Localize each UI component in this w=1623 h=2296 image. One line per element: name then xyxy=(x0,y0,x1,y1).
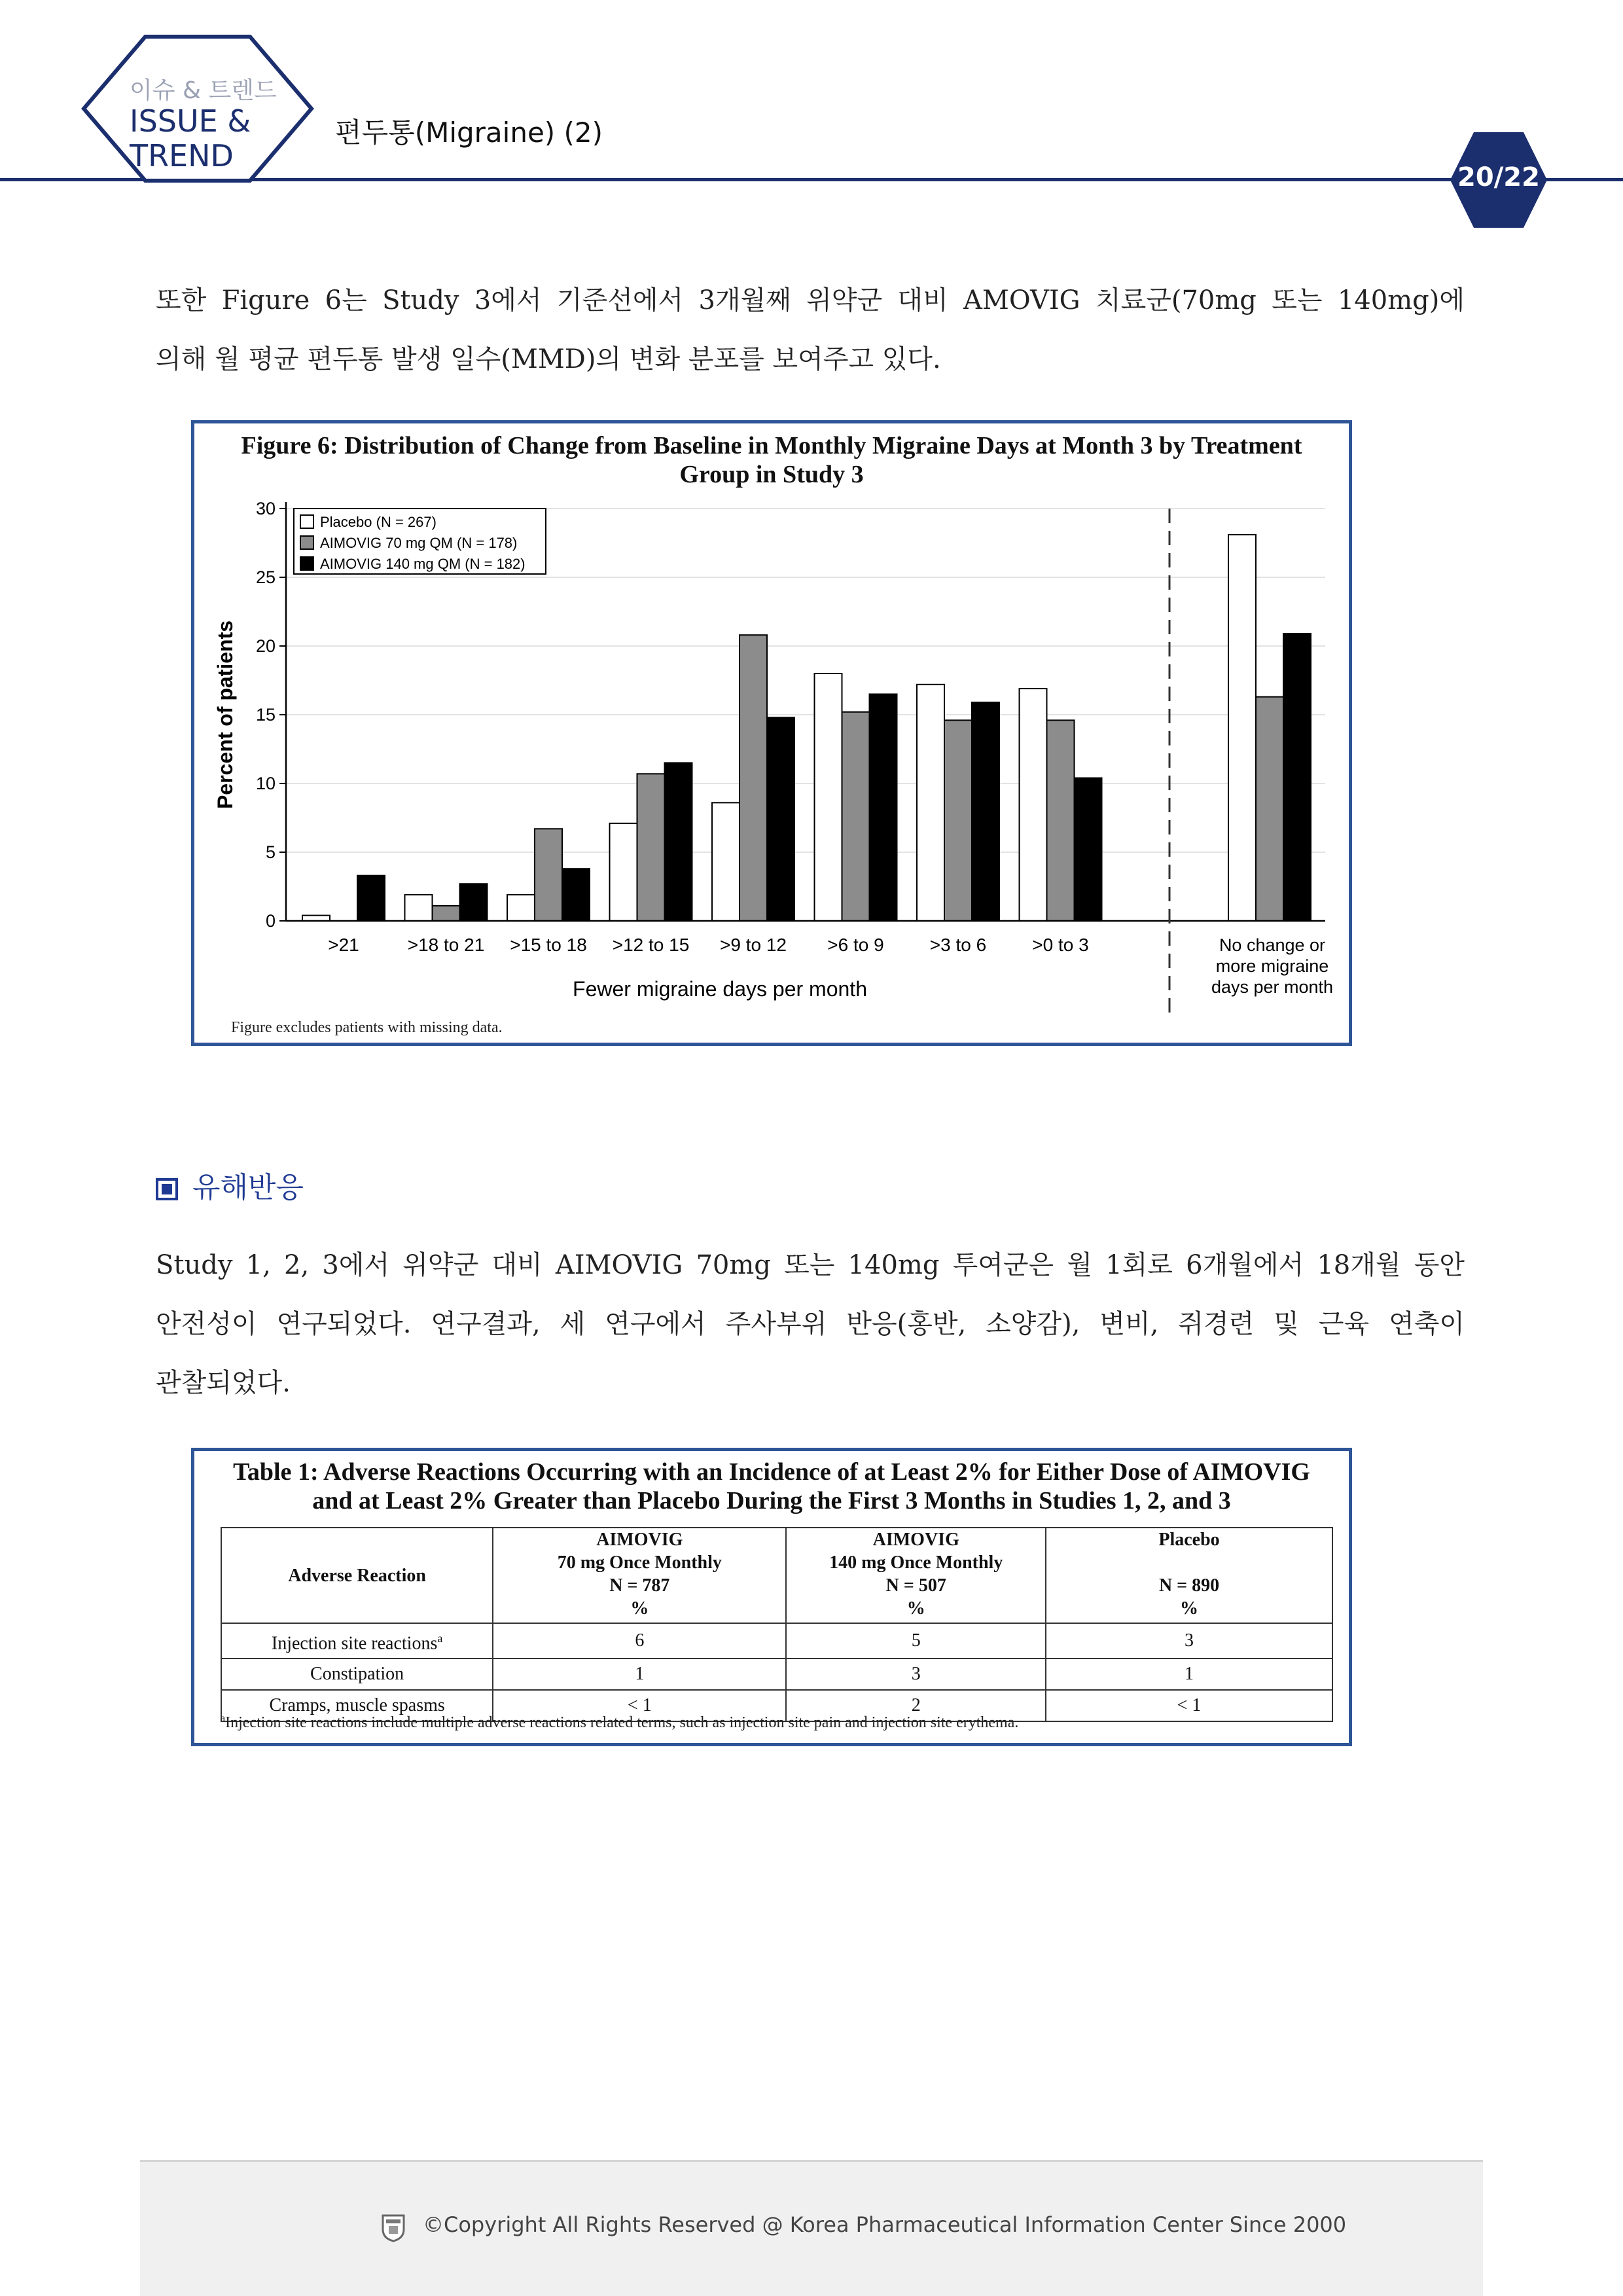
cell: < 1 xyxy=(1046,1690,1332,1721)
bar xyxy=(1020,689,1047,921)
y-axis-title: Percent of patients xyxy=(213,620,237,810)
x-tick-label-part: days per month xyxy=(1211,977,1334,997)
header-text: N = 890 xyxy=(1158,1575,1220,1596)
y-tick-label: 20 xyxy=(255,636,276,656)
bar xyxy=(1228,535,1256,921)
table-row xyxy=(221,1623,1332,1659)
footer-rule xyxy=(140,2160,1483,2162)
cell: 5 xyxy=(786,1623,1046,1659)
cell: 1 xyxy=(493,1659,786,1690)
legend-swatch xyxy=(300,536,313,549)
y-tick-label: 10 xyxy=(255,774,276,793)
header-text: % xyxy=(906,1598,925,1619)
adverse-paragraph xyxy=(156,1236,1465,1412)
bar xyxy=(1047,720,1075,921)
figure-6-panel xyxy=(191,420,1352,1046)
cell: 2 xyxy=(786,1690,1046,1721)
intro-paragraph xyxy=(156,271,1465,389)
header-text: N = 507 xyxy=(885,1575,946,1596)
figure-title-line: Figure 6: Distribution of Change from Baseline in Monthly Migraine Days at Month 3 by Treatment xyxy=(241,432,1302,459)
bar xyxy=(433,906,460,921)
square-bullet-icon xyxy=(156,1178,178,1200)
bar xyxy=(637,774,665,921)
cell: 6 xyxy=(493,1623,786,1659)
bar xyxy=(712,802,740,921)
header-text: 140 mg Once Monthly xyxy=(829,1552,1003,1573)
bar xyxy=(740,635,767,921)
section-heading xyxy=(156,1164,304,1206)
figure-note: Figure excludes patients with missing data. xyxy=(231,1019,503,1036)
bar xyxy=(562,869,590,921)
x-tick-label: >6 to 9 xyxy=(827,935,884,955)
header-text: Adverse Reaction xyxy=(288,1565,426,1586)
x-tick-label: >0 to 3 xyxy=(1032,935,1089,955)
figure-title-line: Group in Study 3 xyxy=(679,461,864,488)
bar xyxy=(535,829,562,921)
header-text: 70 mg Once Monthly xyxy=(557,1552,722,1573)
copyright-text: ©Copyright All Rights Reserved @ Korea Pharmaceutical Information Center Since 2000 xyxy=(423,2212,1347,2237)
bar xyxy=(767,717,794,921)
legend-label: AIMOVIG 70 mg QM (N = 178) xyxy=(320,535,518,551)
x-tick-label-part: No change or xyxy=(1219,935,1326,955)
table-row xyxy=(221,1659,1332,1690)
bar xyxy=(610,823,637,921)
body-line: Study 1, 2, 3에서 위약군 대비 AIMOVIG 70mg 또는 140mg 투여군은 월 1회로 6개월에서 18개월 동안 xyxy=(156,1250,1465,1280)
table-footnote: $^a$Injection site reactions include multiple adverse reactions related terms, such as injection site pain and injection site erythema. xyxy=(221,1713,1019,1731)
col-header xyxy=(1046,1528,1332,1623)
bar xyxy=(1075,778,1102,921)
y-tick-label: 5 xyxy=(265,842,276,862)
col-header xyxy=(493,1528,786,1623)
body-line: 관찰되었다. xyxy=(156,1368,291,1398)
kpic-emblem-icon xyxy=(381,2214,406,2242)
table-title xyxy=(194,1458,1349,1515)
adverse-reactions-table xyxy=(221,1527,1333,1722)
bar xyxy=(972,702,999,921)
header-text: % xyxy=(630,1598,649,1619)
cell: 3 xyxy=(786,1659,1046,1690)
bar xyxy=(302,916,330,921)
cell: Cramps, muscle spasms xyxy=(221,1690,493,1721)
x-tick-label: >21 xyxy=(328,935,359,955)
y-tick-label: 0 xyxy=(265,911,276,931)
bar xyxy=(870,694,897,922)
bar xyxy=(842,712,870,921)
x-axis-title: Fewer migraine days per month xyxy=(573,977,867,1001)
x-tick-label: >12 to 15 xyxy=(612,935,690,955)
header-text: N = 787 xyxy=(609,1575,670,1596)
cell: 3 xyxy=(1046,1623,1332,1659)
legend-swatch xyxy=(300,557,313,570)
table-title-line: and at Least 2% Greater than Placebo During the First 3 Months in Studies 1, 2, and 3 xyxy=(312,1487,1231,1515)
bars xyxy=(302,535,1311,921)
table-title-line: Table 1: Adverse Reactions Occurring with an Incidence of at Least 2% for Either Dose of AIMOVIG xyxy=(233,1458,1310,1486)
section-title: 유해반응 xyxy=(192,1171,304,1204)
bar xyxy=(1283,634,1311,921)
x-tick-label: >9 to 12 xyxy=(720,935,787,955)
intro-line: 또한 Figure 6는 Study 3에서 기준선에서 3개월째 위약군 대비 AMOVIG 치료군(70mg 또는 140mg)에 xyxy=(156,285,1465,315)
x-tick-label: >3 to 6 xyxy=(929,935,987,955)
page-number: 20/22 xyxy=(1457,162,1540,192)
legend-label: Placebo (N = 267) xyxy=(320,514,437,530)
header-text: AIMOVIG xyxy=(872,1530,959,1550)
legend-label: AIMOVIG 140 mg QM (N = 182) xyxy=(320,556,526,572)
document-title: 편두통(Migraine) (2) xyxy=(335,117,603,149)
legend-swatch xyxy=(300,515,313,528)
header-text: Placebo xyxy=(1158,1530,1220,1550)
cell: Constipation xyxy=(221,1659,493,1690)
body-line: 안전성이 연구되었다. 연구결과, 세 연구에서 주사부위 반응(홍반, 소양감), 변비, 쥐경련 및 근육 연축이 xyxy=(156,1309,1465,1339)
legend xyxy=(294,509,546,574)
table-header-row xyxy=(221,1528,1332,1623)
y-tick-label: 30 xyxy=(255,499,276,518)
logo-trend-text: TREND xyxy=(130,138,234,173)
header-text: AIMOVIG xyxy=(596,1530,683,1550)
col-header xyxy=(221,1528,493,1623)
bar xyxy=(917,685,944,921)
cell: < 1 xyxy=(493,1690,786,1721)
x-tick-label: >18 to 21 xyxy=(407,935,485,955)
bar xyxy=(944,720,972,921)
logo-korean-text: 이슈 & 트렌드 xyxy=(130,77,277,104)
header-text: % xyxy=(1180,1598,1199,1619)
bar xyxy=(405,895,433,921)
bar xyxy=(665,763,692,922)
y-tick-label: 15 xyxy=(255,705,276,725)
cell: Injection site reactions$^a$ xyxy=(221,1623,493,1659)
bar xyxy=(460,884,488,921)
table-1-panel xyxy=(191,1448,1352,1746)
bar xyxy=(815,673,842,921)
bar xyxy=(507,895,535,921)
bar xyxy=(1256,697,1283,921)
y-tick-label: 25 xyxy=(255,567,276,587)
x-tick-label: >15 to 18 xyxy=(510,935,587,955)
cell: 1 xyxy=(1046,1659,1332,1690)
x-tick-label-part: more migraine xyxy=(1215,956,1329,976)
bar xyxy=(357,876,385,921)
bar-chart xyxy=(194,423,1349,1043)
intro-line: 의해 월 평균 편두통 발생 일수(MMD)의 변화 분포를 보여주고 있다. xyxy=(156,344,941,374)
logo-issue-text: ISSUE & xyxy=(130,103,251,139)
col-header xyxy=(786,1528,1046,1623)
